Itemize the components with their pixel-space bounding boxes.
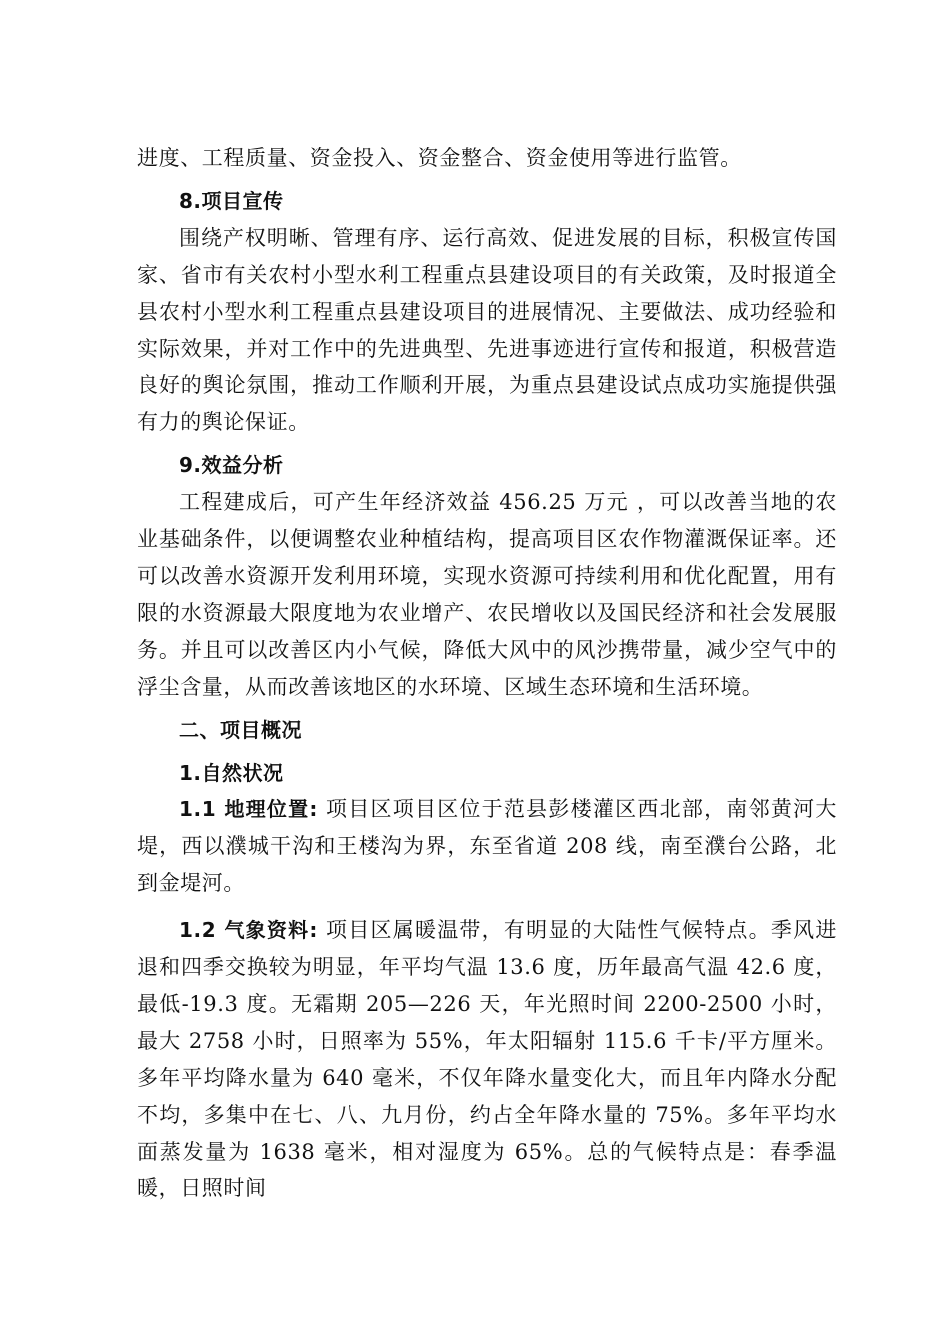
paragraph-meteorology — [137, 912, 837, 1207]
text-geographic-location: 项目区项目区位于范县彭楼灌区西北部，南邻黄河大堤，西以濮城干沟和王楼沟为界，东至省道 208 线，南至濮台公路，北到金堤河。 — [137, 797, 837, 896]
heading-benefit-analysis: 9.效益分析 — [179, 453, 284, 478]
document-body — [137, 140, 837, 1207]
heading-natural-conditions: 1.自然状况 — [179, 760, 284, 785]
paragraph-project-publicity: 围绕产权明晰、管理有序、运行高效、促进发展的目标，积极宣传国家、省市有关农村小型水利工程重点县建设项目的有关政策，及时报道全县农村小型水利工程重点县建设项目的进展情况、主要做法、成功经验和实际效果，并对工作中的先进典型、先进事迹进行宣传和报道，积极营造良好的舆论氛围，推动工作顺利开展，为重点县建设试点成功实施提供强有力的舆论保证。 — [137, 225, 837, 435]
heading-project-publicity: 8.项目宣传 — [179, 188, 284, 213]
label-geographic-location: 1.1 地理位置: — [179, 797, 319, 822]
paragraph-supervision-tail: 进度、工程质量、资金投入、资金整合、资金使用等进行监管。 — [137, 146, 742, 170]
text-meteorology: 项目区属暖温带，有明显的大陆性气候特点。季风进退和四季交换较为明显，年平均气温 13.6 度，历年最高气温 42.6 度，最低-19.3 度。无霜期 205—226 天，年光照时间 2200-2500 小时，最大 2758 小时，日照率为 55%，年太阳辐射 115.6 千卡/平方厘米。多年平均降水量为 640 毫米，不仅年降水量变化大，而且年内降水分配不均，多集中在七、八、九月份，约占全年降水量的 75%。多年平均水面蒸发量为 1638 毫米，相对湿度为 65%。总的气候特点是：春季温暖，日照时间 — [137, 918, 837, 1201]
heading-project-overview: 二、项目概况 — [179, 717, 302, 742]
paragraph-benefit-analysis: 工程建成后，可产生年经济效益 456.25 万元 ，可以改善当地的农业基础条件，以便调整农业种植结构，提高项目区农作物灌溉保证率。还可以改善水资源开发利用环境，实现水资源可持续利用和优化配置，用有限的水资源最大限度地为农业增产、农民增收以及国民经济和社会发展服务。并且可以改善区内小气候，降低大风中的风沙携带量，减少空气中的浮尘含量，从而改善该地区的水环境、区域生态环境和生活环境。 — [137, 490, 837, 699]
paragraph-geographic-location — [137, 791, 837, 902]
label-meteorology: 1.2 气象资料: — [179, 918, 319, 943]
